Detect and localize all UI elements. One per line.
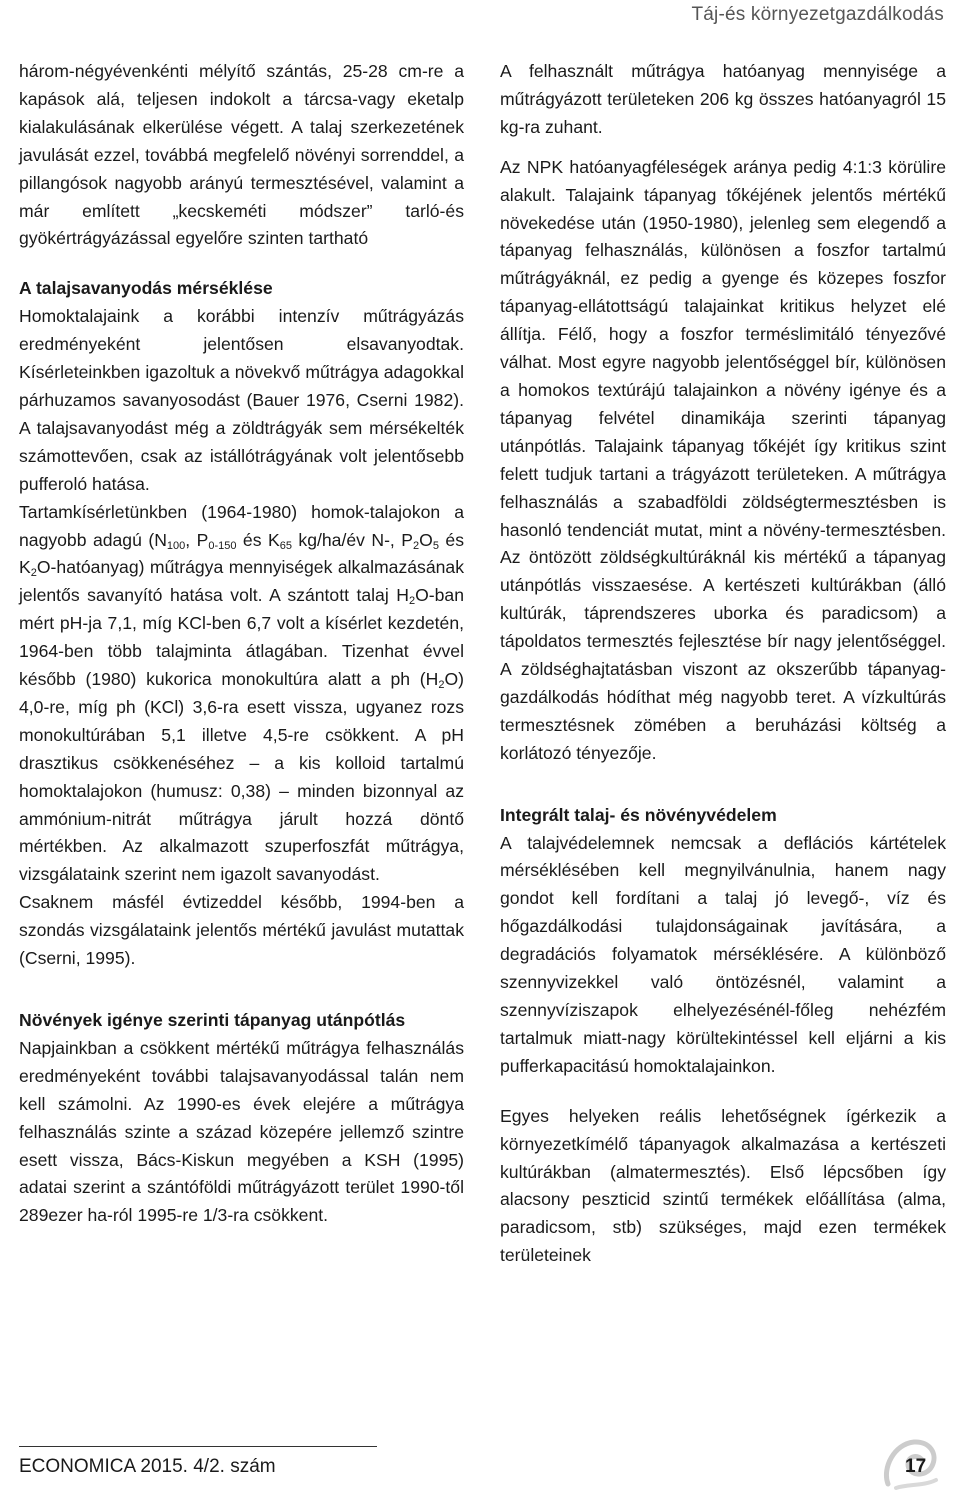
right-paragraph-4: Egyes helyeken reális lehetőségnek ígérkezik a környezetkímélő tápanyagok alkalmazása a kertészeti kultúrákban (almatermesztés). Első lépcsőben így alacsony peszticid szintű termékek előállítása (alma, paradicsom, stb) szükséges, majd ezen termékek területeinek bbox=[500, 1105, 946, 1266]
left-paragraph-5: Napjainkban a csökkent mértékű műtrágya felhasználás eredményeként további talajsavanyodással talán nem kell számolni. Az 1990-es évek elejére a műtrágya felhasználás szinte a század közepére jellemző szintre esett vissza, Bács-Kiskun megyében a KSH (1995) adatai szerint a szántóföldi műtrágyázott terület 1990-től 289ezer ha-ról 1995-re 1/3-ra csökkent. bbox=[19, 1037, 464, 1226]
section-heading-acidification: A talajsavanyodás mérséklése bbox=[19, 278, 273, 299]
left-paragraph-1: három-négyévenkénti mélyítő szántás, 25-28 cm-re a kapások alá, teljesen indokolt a tárcsa-vagy eketalp kialakulásának elkerülése végett. A talaj szerkezetének javulását ezzel, továbbá megfelelő növényi sorrenddel, a pillangósok nagyobb arányú termesztésével, valamint a már említett „kecskeméti módszer” tarló-és gyökértrágyázással egyelőre szinten tartható bbox=[19, 61, 464, 249]
footer-rule bbox=[19, 1446, 377, 1447]
left-column bbox=[19, 58, 464, 1230]
footer-journal-name: ECONOMICA 2015. 4/2. szám bbox=[19, 1456, 276, 1477]
left-paragraph-3: Tartamkísérletünkben (1964-1980) homok-talajokon a nagyobb adagú ($N_{100}$, $P_{0-150}$ és $K_{65}$ kg/ha/év N-, $P_2O_5$ és $K_2O-hatóanyag$) műtrágya mennyiségek alkalmazásának jelentős savanyító hatása volt. A szántott talaj $H_2O$-ban mért pH-ja 7,1, míg KCl-ben 6,7 volt a kísérlet kezdetén, 1964-ben több talajminta átlagában. Tizenhat évvel később (1980) kukorica monokultúra alatt a ph $(H_2O)$ 4,0-re, míg ph (KCl) 3,6-ra esett vissza, ugyanez rozs monokultúrában 5,1 illetve 4,5-re csökkent. A pH drasztikus csökkenéséhez – a kis kolloid tartalmú homoktalajokon (humusz: 0,38) – minden bizonnyal az ammónium-nitrát műtrágya járult hozzá döntő mértékben. Az alkalmazott szuperfoszfát műtrágya, vizsgálataink szerint nem igazolt savanyodást. bbox=[19, 501, 464, 885]
section-heading-nutrient-supply: Növények igénye szerinti tápanyag utánpótlás bbox=[19, 1010, 406, 1030]
right-paragraph-2: Az NPK hatóanyagféleségek aránya pedig 4:1:3 körülire alakult. Talajaink tápanyag tőkéjének jelentős mértékű növekedése után (1950-1980), jelenleg sem elegendő a tápanyag felhasználás, különösen a foszfor tartalmú műtrágyáknál, ez pedig a gyenge és közepes foszfor tápanyag-ellátottságú talajainkat kritikus helyzet elé állítja. Félő, hogy a foszfor terméslimitáló tényezővé válhat. Most egyre nagyobb jelentőséggel bír, különösen a homokos textúrájú talajainkon a növény igénye és a tápanyag felvétel dinamikája szerinti tápanyag utánpótlás. Talajaink tápanyag tőkéjét így kritikus szint felett tudjuk tartani a trágyázott területeken. A műtrágya felhasználás a szabadföldi zöldségtermesztésben is hasonló tendenciát mutat, mint a növény-termesztésben. Az öntözött zöldségkultúráknál kis mértékű a tápanyag utánpótlás visszaesése. A kertészeti kultúrákban (álló kultúrák, táprendszeres uborka és paradicsom) a tápoldatos termesztés fejlesztése bír nagy jelentőséggel. A zöldséghajtatásban viszont az okszerűbb tápanyag-gazdálkodás hódíthat még nagyobb teret. A vízkultúrás termesztésnek zömében a beruházási költség a korlátozó tényezője. bbox=[500, 156, 946, 763]
right-paragraph-3: A talajvédelemnek nemcsak a deflációs kártételek mérséklésében kell megnyilvánulnia, hanem nagy gondot kell fordítani a talaj jó levegő-, víz és hőgazdálkodási tulajdonságainak javítására, a degradációs folyamatok mérséklésére. A különböző szennyvizekkel való öntözésnél, valamint a szennyvíziszapok elhelyezésénél-főleg nehézfém tartalmuk miatt-nagy körültekintéssel kell eljárni a kis pufferkapacitású homoktalajainkon. bbox=[500, 832, 946, 1076]
running-header: Táj-és környezetgazdálkodás bbox=[691, 4, 944, 25]
right-paragraph-1: A felhasznált műtrágya hatóanyag mennyisége a műtrágyázott területeken 206 kg összes hatóanyagról 15 kg-ra zuhant. bbox=[500, 61, 946, 137]
page-number: 17 bbox=[905, 1456, 927, 1477]
left-paragraph-4: Csaknem másfél évtizeddel később, 1994-ben a szondás vizsgálataink jelentős mértékű javulást mutattak (Cserni, 1995). bbox=[19, 892, 464, 969]
right-column bbox=[500, 58, 946, 1270]
left-paragraph-2: Homoktalajaink a korábbi intenzív műtrágyázás eredményeként jelentősen elsavanyodtak. Kísérleteinkben igazoltuk a növekvő műtrágya adagokkal párhuzamos savanyosodást (Bauer 1976, Cserni 1982). A talajsavanyodást még a zöldtrágyák sem mérsékelték számottevően, csak az istállótrágyának volt jelentősebb pufferoló hatása. bbox=[19, 306, 464, 494]
section-heading-integrated-protection: Integrált talaj- és növényvédelem bbox=[500, 804, 777, 825]
